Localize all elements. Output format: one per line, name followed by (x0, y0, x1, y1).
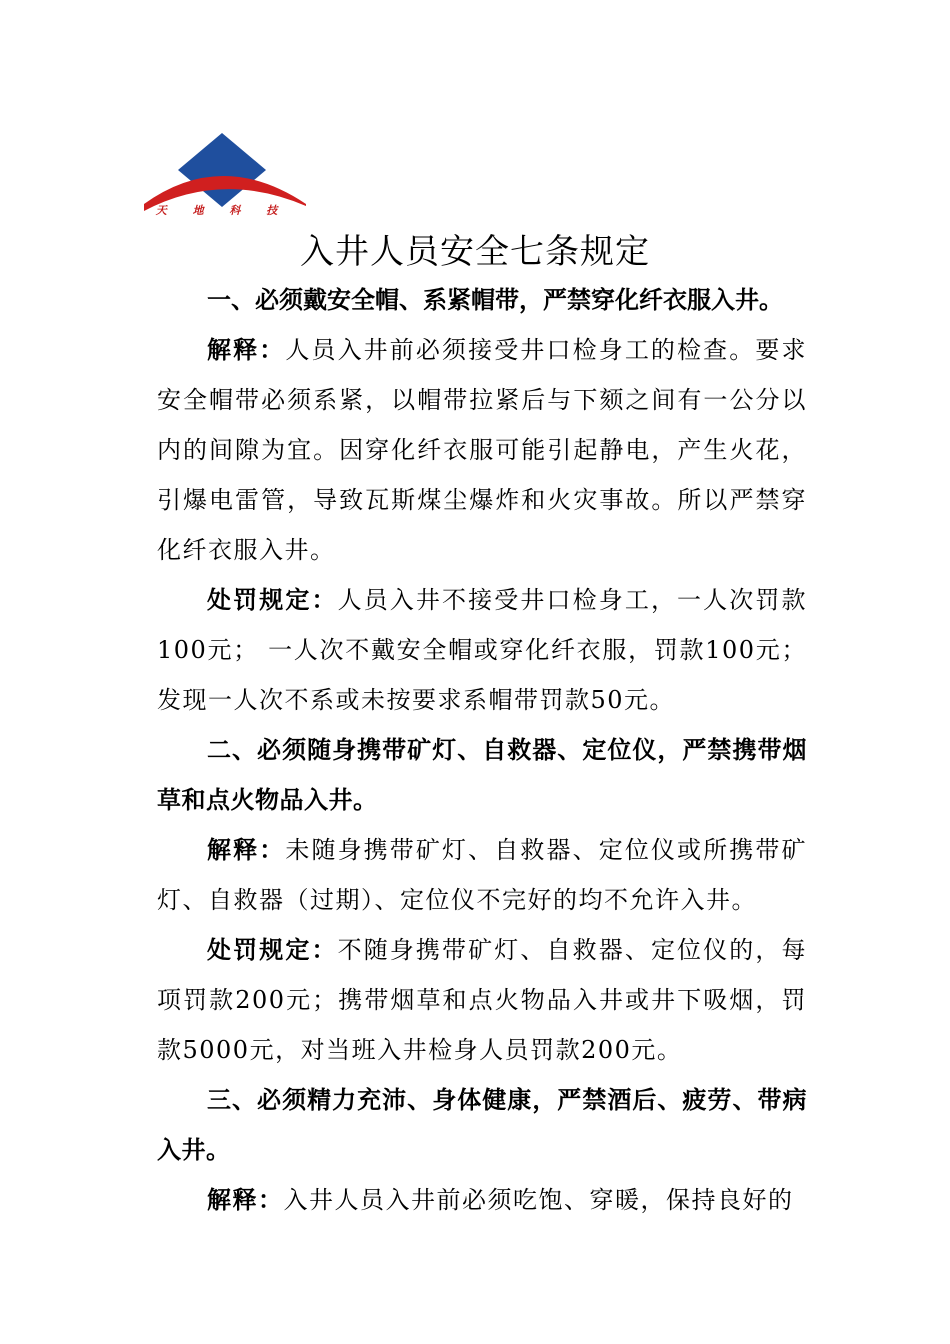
explain-text: 入井人员入井前必须吃饱、穿暖，保持良好的 (283, 1186, 794, 1214)
explain-label: 解释： (207, 836, 286, 864)
section-3-heading: 三、必须精力充沛、身体健康，严禁酒后、疲劳、带病入井。 (157, 1086, 807, 1164)
section-2-explanation (157, 825, 807, 925)
logo-text: 天 地 科 技 (155, 204, 289, 217)
page-title: 入井人员安全七条规定 (300, 232, 650, 272)
regulation-body (157, 275, 807, 1225)
section-2-penalty (157, 925, 807, 1075)
penalty-text: 不随身携带矿灯、自救器、定位仪的，每项罚款200元；携带烟草和点火物品入井或井下吸烟，罚款5000元，对当班入井检身人员罚款200元。 (157, 936, 808, 1064)
section-1-penalty (157, 575, 807, 725)
section-2-heading: 二、必须随身携带矿灯、自救器、定位仪，严禁携带烟草和点火物品入井。 (157, 736, 807, 814)
section-1-explanation (157, 325, 807, 575)
explain-label: 解释： (207, 336, 286, 364)
penalty-label: 处罚规定： (207, 936, 338, 964)
explain-label: 解释： (207, 1186, 284, 1214)
company-logo (140, 130, 312, 220)
section-3-explanation (157, 1175, 807, 1225)
section-1-heading: 一、必须戴安全帽、系紧帽带，严禁穿化纤衣服入井。 (207, 286, 783, 314)
penalty-text: 人员入井不接受井口检身工，一人次罚款100元； 一人次不戴安全帽或穿化纤衣服，罚款100元；发现一人次不系或未按要求系帽带罚款50元。 (157, 586, 808, 714)
logo-diamond (178, 133, 266, 207)
explain-text: 人员入井前必须接受井口检身工的检查。要求安全帽带必须系紧，以帽带拉紧后与下颏之间有一公分以内的间隙为宜。因穿化纤衣服可能引起静电，产生火花，引爆电雷管，导致瓦斯煤尘爆炸和火灾事故。所以严禁穿化纤衣服入井。 (157, 336, 808, 564)
penalty-label: 处罚规定： (207, 586, 338, 614)
explain-text: 未随身携带矿灯、自救器、定位仪或所携带矿灯、自救器（过期）、定位仪不完好的均不允许入井。 (157, 836, 808, 914)
